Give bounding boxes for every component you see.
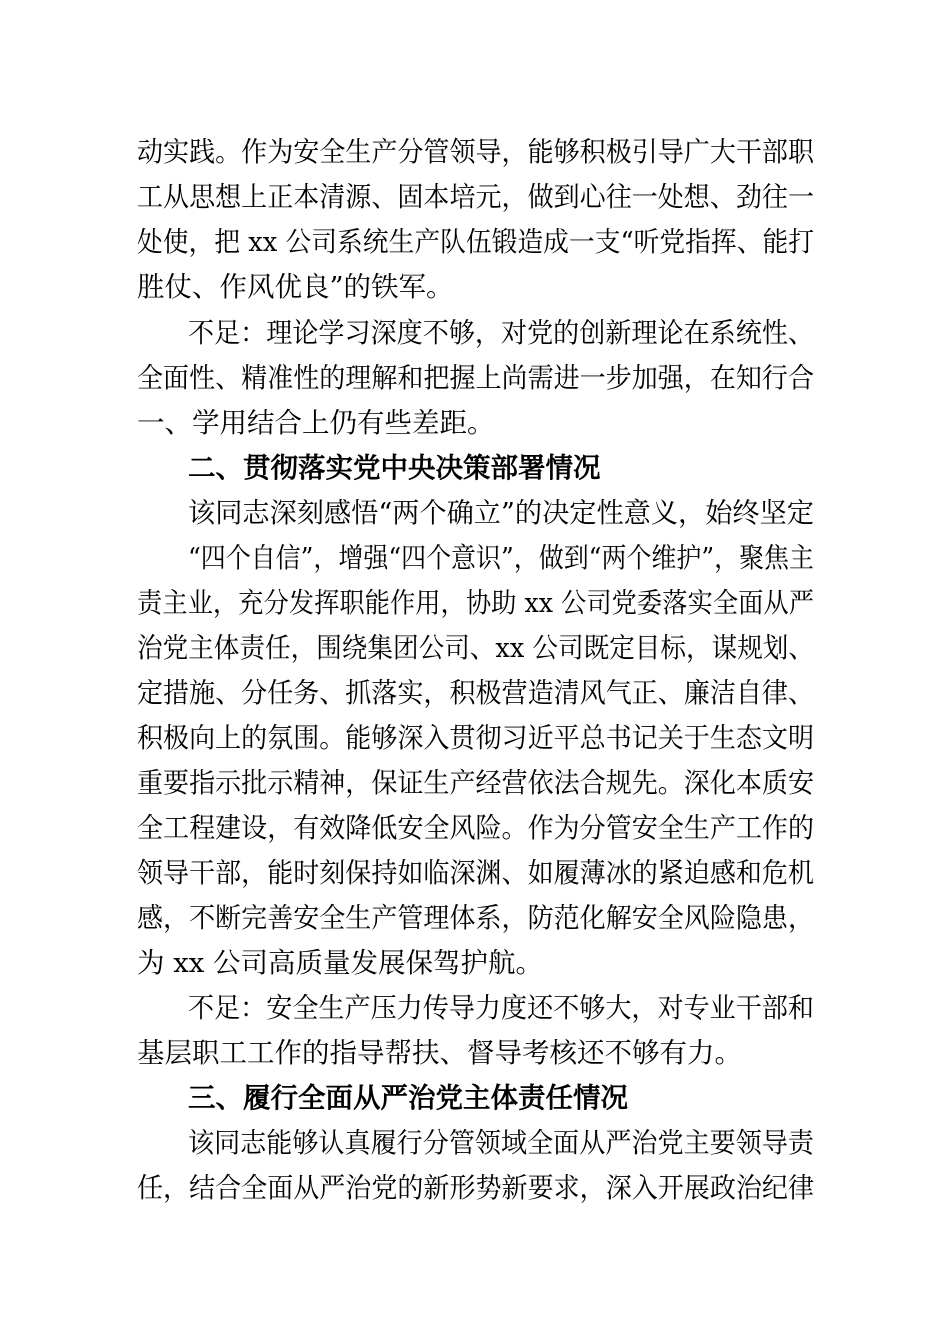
text-line: 治党主体责任，围绕集团公司、xx 公司既定目标，谋规划、 bbox=[137, 632, 814, 664]
text-line: 基层职工工作的指导帮扶、督导考核还不够有力。 bbox=[137, 1037, 742, 1069]
section-heading: 二、贯彻落实党中央决策部署情况 bbox=[188, 452, 601, 484]
text-line: 处使，把 xx 公司系统生产队伍锻造成一支“听党指挥、能打 bbox=[137, 226, 814, 258]
text-line: 不足：安全生产压力传导力度还不够大，对专业干部和 bbox=[188, 992, 814, 1024]
text-line: 该同志深刻感悟“两个确立”的决定性意义，始终坚定 bbox=[188, 497, 814, 529]
text-line: 该同志能够认真履行分管领域全面从严治党主要领导责 bbox=[188, 1127, 814, 1159]
text-line: 积极向上的氛围。能够深入贯彻习近平总书记关于生态文明 bbox=[137, 722, 814, 754]
text-line: “四个自信”，增强“四个意识”，做到“两个维护”，聚焦主 bbox=[188, 542, 814, 574]
text-line: 动实践。作为安全生产分管领导，能够积极引导广大干部职 bbox=[137, 136, 814, 168]
text-line: 责主业，充分发挥职能作用，协助 xx 公司党委落实全面从严 bbox=[137, 587, 814, 619]
text-line: 一、学用结合上仍有些差距。 bbox=[137, 407, 495, 439]
text-line: 领导干部，能时刻保持如临深渊、如履薄冰的紧迫感和危机 bbox=[137, 857, 814, 889]
text-line: 为 xx 公司高质量发展保驾护航。 bbox=[137, 947, 543, 979]
section-heading: 三、履行全面从严治党主体责任情况 bbox=[188, 1082, 628, 1114]
text-line: 定措施、分任务、抓落实，积极营造清风气正、廉洁自律、 bbox=[137, 677, 814, 709]
text-line: 胜仗、作风优良”的铁军。 bbox=[137, 271, 454, 303]
text-line: 任，结合全面从严治党的新形势新要求，深入开展政治纪律 bbox=[137, 1172, 814, 1204]
text-line: 全面性、精准性的理解和把握上尚需进一步加强，在知行合 bbox=[137, 362, 814, 394]
text-line: 感，不断完善安全生产管理体系，防范化解安全风险隐患， bbox=[137, 902, 814, 934]
text-line: 全工程建设，有效降低安全风险。作为分管安全生产工作的 bbox=[137, 812, 814, 844]
text-line: 不足：理论学习深度不够，对党的创新理论在系统性、 bbox=[188, 317, 814, 349]
text-line: 重要指示批示精神，保证生产经营依法合规先。深化本质安 bbox=[137, 767, 814, 799]
text-line: 工从思想上正本清源、固本培元，做到心往一处想、劲往一 bbox=[137, 181, 814, 213]
